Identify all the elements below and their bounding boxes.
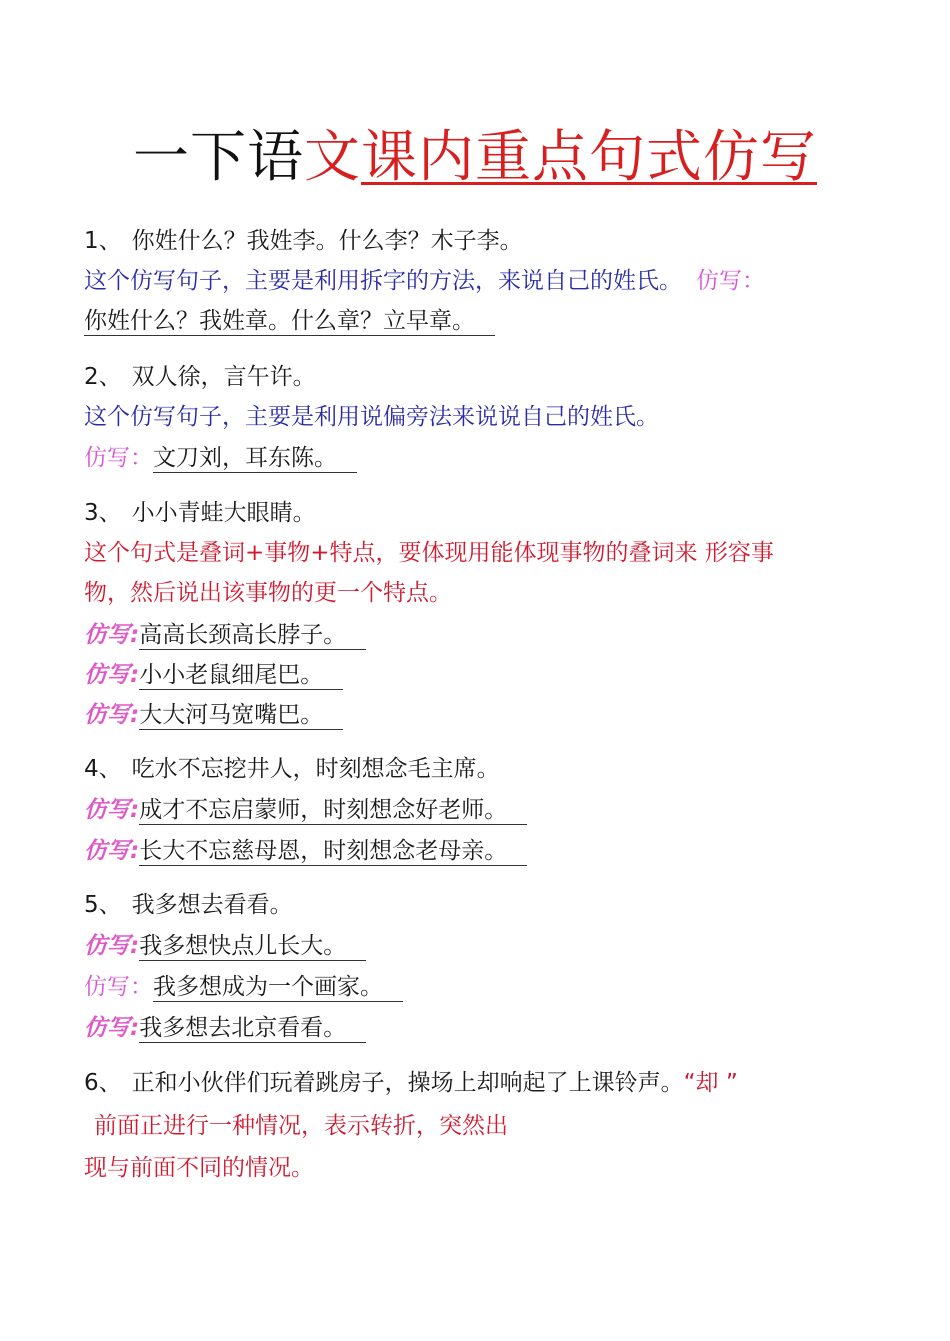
item-3-example-2 xyxy=(84,660,343,690)
item-3-label-3: 仿写: xyxy=(84,702,140,728)
item-4-sentence-text: 吃水不忘挖井人，时刻想念毛主席。 xyxy=(131,756,500,782)
item-5-sentence xyxy=(84,890,293,920)
item-2-sentence xyxy=(84,362,316,392)
item-5-sentence-text: 我多想去看看。 xyxy=(131,892,293,918)
item-5-label-3: 仿写: xyxy=(84,1015,140,1041)
item-5-example-1-text: 我多想快点儿长大。 xyxy=(139,933,366,961)
item-3-sentence-text: 小小青蛙大眼睛。 xyxy=(131,500,316,526)
title-part-black: 一下语 xyxy=(133,125,304,190)
item-3-label-1: 仿写: xyxy=(84,622,140,648)
item-2-example-1-text: 文刀刘，耳东陈。 xyxy=(153,445,357,473)
item-3-sentence xyxy=(84,498,316,528)
item-1-number: 1、 xyxy=(84,228,122,254)
item-2-sentence-text: 双人徐，言午许。 xyxy=(131,364,316,390)
item-5-number: 5、 xyxy=(84,892,122,918)
item-2-example-1 xyxy=(84,443,357,473)
item-3-example-1-text: 高高长颈高长脖子。 xyxy=(139,622,366,650)
item-5-label-1: 仿写: xyxy=(84,933,140,959)
item-5-example-2 xyxy=(84,972,403,1002)
item-4-sentence xyxy=(84,754,500,784)
item-3-example-3 xyxy=(84,700,343,730)
item-6-quote: “却 ” xyxy=(683,1070,738,1096)
item-6-explanation-line-1: 前面正进行一种情况，表示转折，突然出 xyxy=(94,1113,508,1139)
item-6-number: 6、 xyxy=(84,1070,122,1096)
item-1-sentence xyxy=(84,226,523,256)
item-1-explanation xyxy=(84,266,765,296)
item-3-explanation-line-1: 这个句式是叠词+事物+特点，要体现用能体现事物的叠词来 形容事 xyxy=(84,540,774,566)
item-5-example-2-text: 我多想成为一个画家。 xyxy=(153,974,403,1002)
item-6-sentence-text: 正和小伙伴们玩着跳房子，操场上却响起了上课铃声。 xyxy=(131,1070,684,1096)
title-part-underlined: 课内重点句式仿写 xyxy=(361,125,817,190)
item-6-explanation-line-2: 现与前面不同的情况。 xyxy=(84,1155,314,1181)
item-4-example-1-text: 成才不忘启蒙师，时刻想念好老师。 xyxy=(139,797,527,825)
item-1-label: 仿写： xyxy=(696,268,765,294)
item-3-example-2-text: 小小老鼠细尾巴。 xyxy=(139,662,343,690)
item-3-example-3-text: 大大河马宽嘴巴。 xyxy=(139,702,343,730)
item-4-example-2-text: 长大不忘慈母恩，时刻想念老母亲。 xyxy=(139,838,527,866)
item-5-example-3 xyxy=(84,1013,366,1043)
item-1-example-1-text: 你姓什么？我姓章。什么章？立早章。 xyxy=(84,308,495,336)
page-title xyxy=(0,122,950,194)
item-3-label-2: 仿写: xyxy=(84,662,140,688)
title-part-red: 文 xyxy=(304,125,361,190)
item-4-example-1 xyxy=(84,795,527,825)
item-2-explanation: 这个仿写句子，主要是利用说偏旁法来说说自己的姓氏。 xyxy=(84,404,659,430)
item-5-label-2: 仿写： xyxy=(84,974,153,1000)
item-1-example-1 xyxy=(84,306,495,336)
item-4-example-2 xyxy=(84,836,527,866)
item-3-number: 3、 xyxy=(84,500,122,526)
item-2-label: 仿写： xyxy=(84,445,153,471)
item-1-explanation-text: 这个仿写句子，主要是利用拆字的方法，来说自己的姓氏。 xyxy=(84,268,682,294)
item-3-example-1 xyxy=(84,620,366,650)
item-4-number: 4、 xyxy=(84,756,122,782)
item-3-explanation-line-2: 物，然后说出该事物的更一个特点。 xyxy=(84,580,452,606)
item-4-label-1: 仿写: xyxy=(84,797,140,823)
item-1-sentence-text: 你姓什么？我姓李。什么李？木子李。 xyxy=(131,228,523,254)
item-5-example-1 xyxy=(84,931,366,961)
item-6-sentence xyxy=(84,1068,738,1098)
item-2-number: 2、 xyxy=(84,364,122,390)
item-4-label-2: 仿写: xyxy=(84,838,140,864)
item-5-example-3-text: 我多想去北京看看。 xyxy=(139,1015,366,1043)
